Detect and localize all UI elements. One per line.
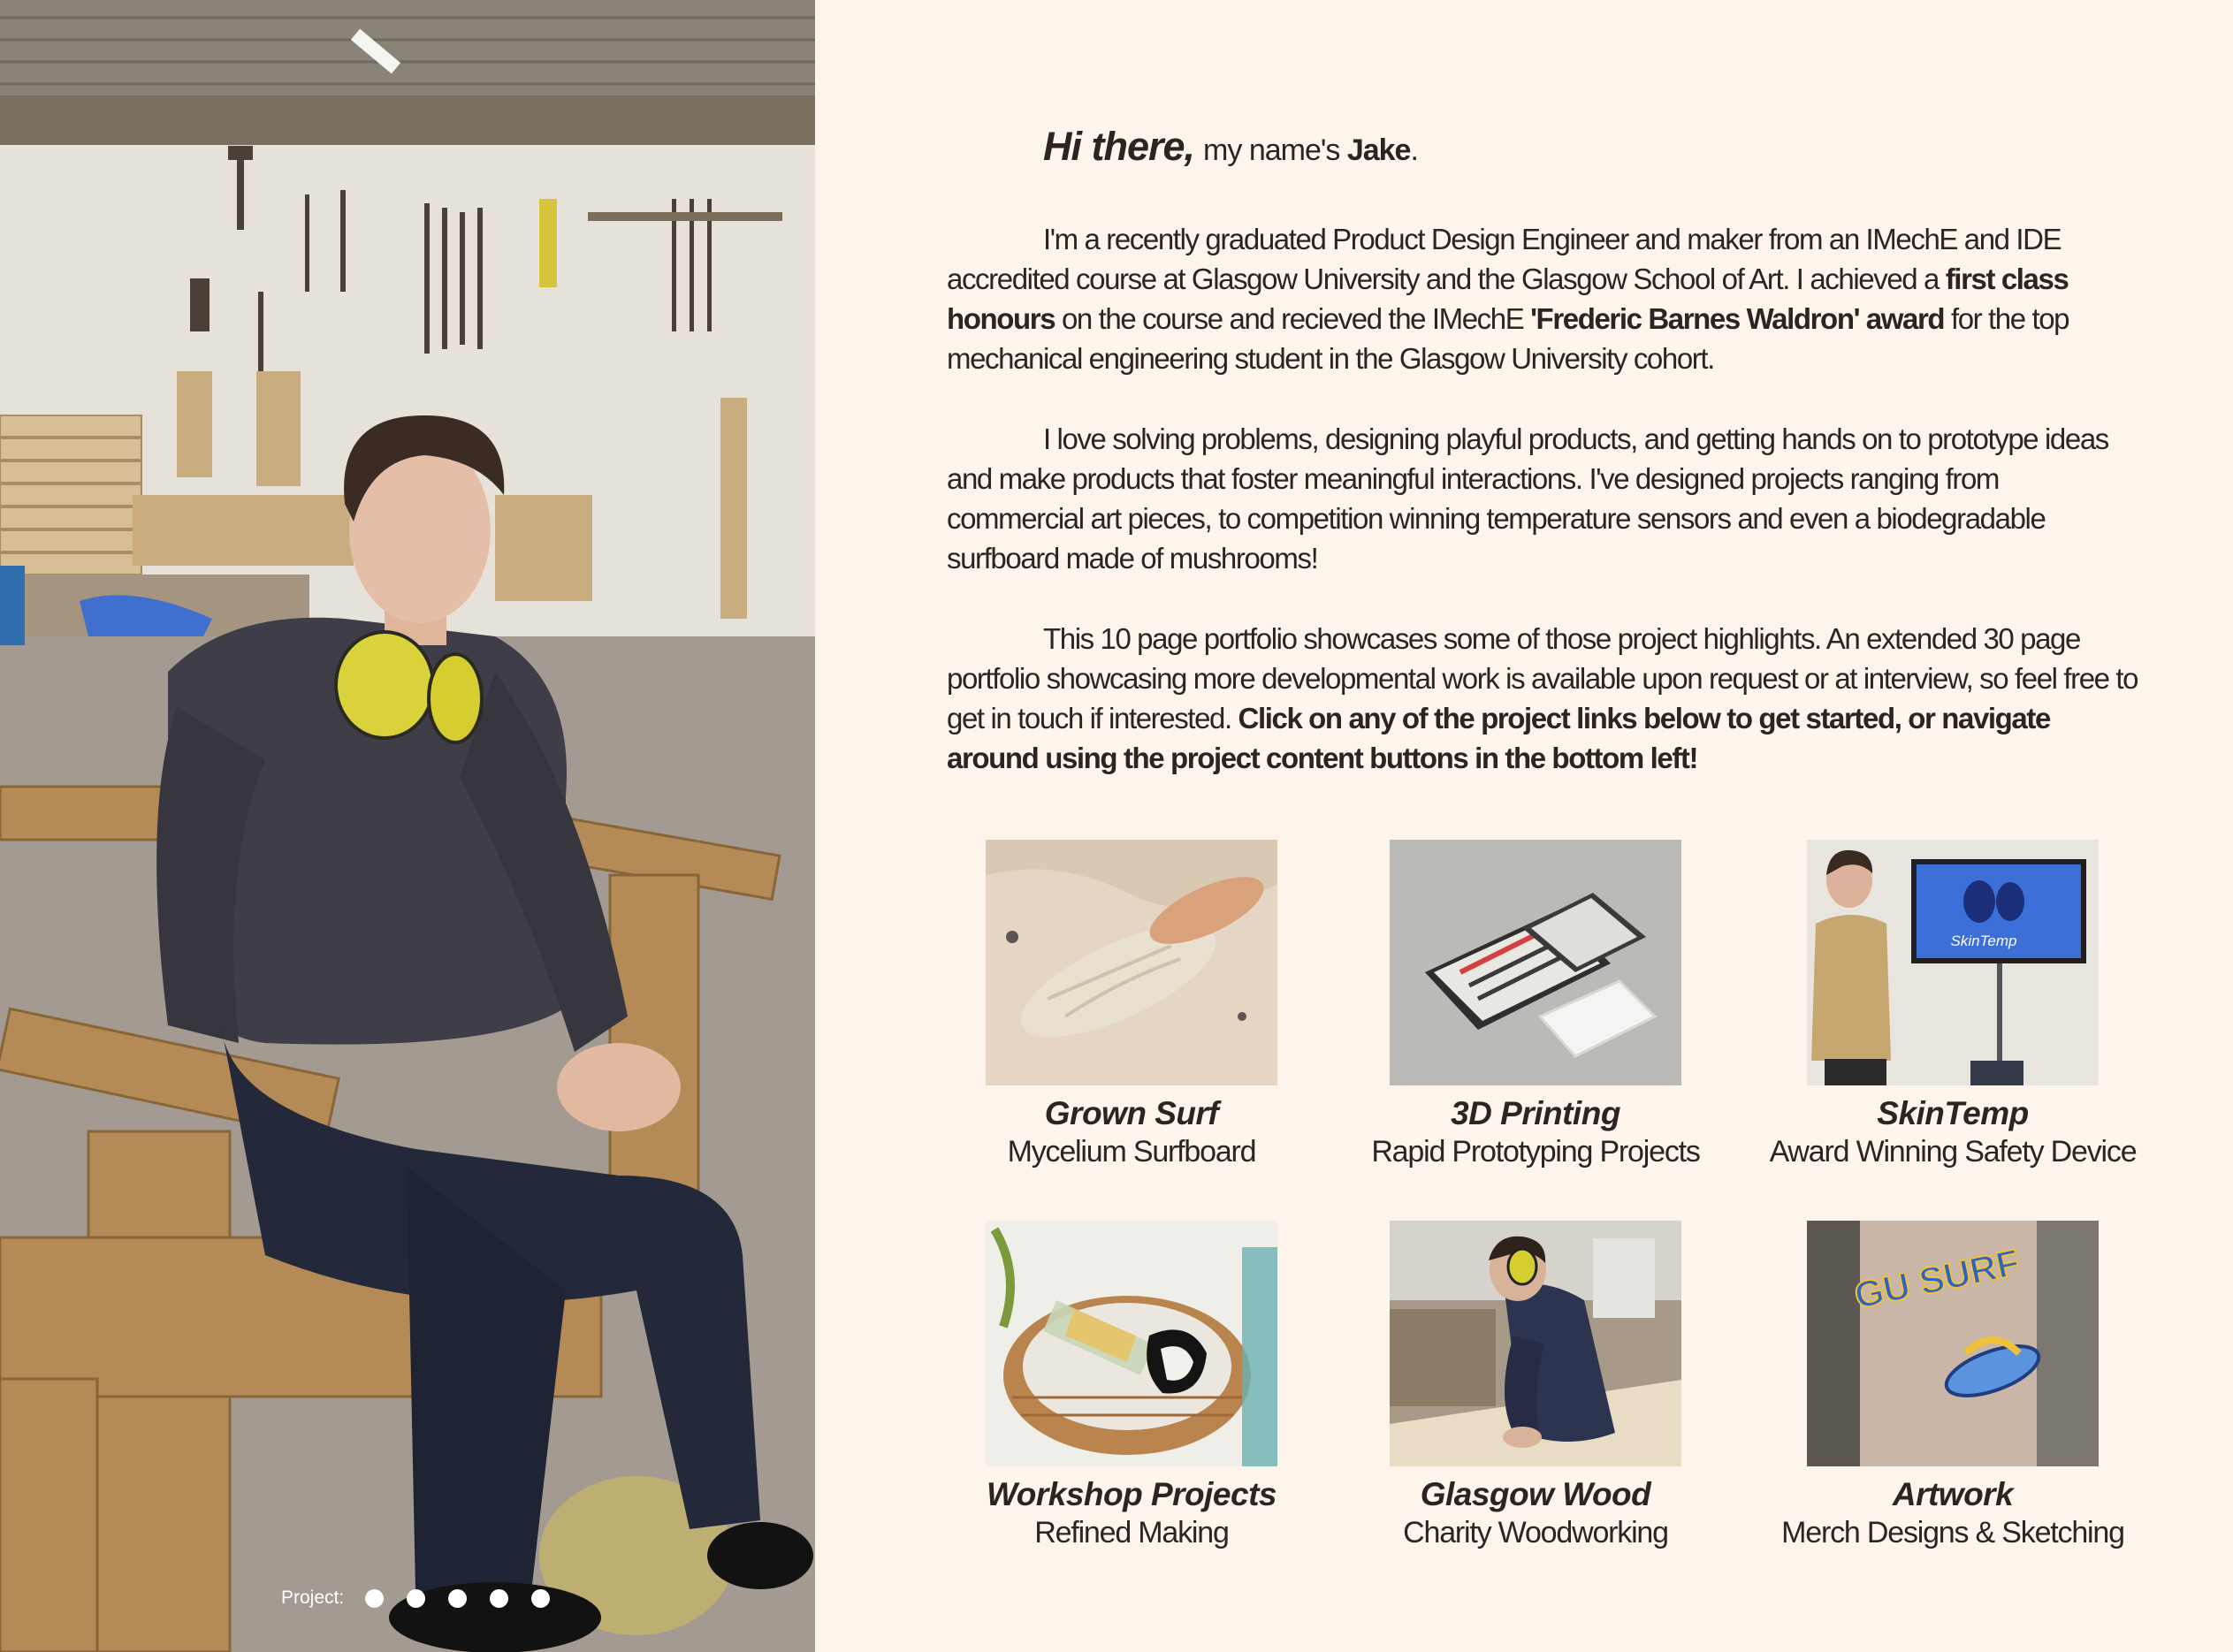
greeting: [1043, 124, 2140, 179]
para1-bold-award: 'Frederic Barnes Waldron' award: [1530, 302, 1945, 335]
project-subtitle: Charity Woodworking: [1403, 1516, 1668, 1549]
nav-dot-2[interactable]: [407, 1589, 425, 1608]
project-title: Artwork: [1892, 1476, 2014, 1512]
basket-photo: [986, 1221, 1277, 1466]
project-nav: [281, 1587, 573, 1609]
greeting-hi: Hi there,: [1043, 124, 1195, 169]
project-card-artwork[interactable]: [1749, 1221, 2156, 1551]
intro-paragraph-2: [947, 419, 2140, 578]
nav-dot-1[interactable]: [365, 1589, 384, 1608]
nav-dot-4[interactable]: [490, 1589, 508, 1608]
nav-dot-5[interactable]: [531, 1589, 550, 1608]
para2-text: I love solving problems, designing playful products, and getting hands on to prototype ideas and make products that foster meaningful interactions. I've designed projects ranging from commercial art pieces, to competition winning temperature sensors and even a biodegradable surfboard made of mushrooms!: [947, 423, 2108, 575]
intro-section: [947, 124, 2140, 778]
nav-dot-3[interactable]: [448, 1589, 467, 1608]
project-nav-label: Project:: [281, 1587, 345, 1608]
project-subtitle: Merch Designs & Sketching: [1781, 1516, 2124, 1549]
presentation-photo: [1807, 840, 2099, 1085]
project-card-grown-surf[interactable]: [928, 840, 1335, 1170]
greeting-intro: my name's: [1203, 133, 1340, 167]
intro-paragraph-1: [947, 219, 2140, 378]
project-subtitle: Mycelium Surfboard: [1007, 1135, 1256, 1169]
workshop-photo-illustration: [0, 0, 815, 1652]
project-title: 3D Printing: [1451, 1095, 1620, 1131]
para3-text: This 10 page portfolio showcases some of those project highlights. An extended 30 page portfolio showcasing more developmental work is available upon request or at interview, so feel free to get in touch if interested.: [947, 622, 2138, 735]
profile-photo: [0, 0, 815, 1652]
project-title: Workshop Projects: [986, 1476, 1277, 1512]
project-title: Glasgow Wood: [1420, 1476, 1651, 1512]
para3-bold-cta: Click on any of the project links below to get started, or navigate around using the project content buttons in the bottom left!: [947, 702, 2050, 774]
project-title: SkinTemp: [1877, 1095, 2029, 1131]
para1-text-2: on the course and recieved the IMechE: [1055, 302, 1531, 335]
sticker-photo: [1807, 1221, 2099, 1466]
para1-text-3: for the top mechanical engineering student in the Glasgow University cohort.: [947, 302, 2069, 375]
project-subtitle: Refined Making: [1034, 1516, 1229, 1549]
skintemp-screen-label: SkinTemp: [1950, 933, 2017, 949]
para1-bold-honours: first class honours: [947, 263, 2069, 335]
intro-paragraph-3: [947, 619, 2140, 778]
project-subtitle: Rapid Prototyping Projects: [1371, 1135, 1700, 1169]
greeting-name: Jake: [1346, 133, 1411, 167]
project-card-3d-printing[interactable]: [1332, 840, 1739, 1170]
project-title: Grown Surf: [1044, 1095, 1219, 1131]
greeting-period: .: [1410, 133, 1418, 167]
sticker-gu-surf-text: GU SURF: [1850, 1241, 2023, 1317]
project-subtitle: Award Winning Safety Device: [1769, 1135, 2137, 1169]
para1-text-1: I'm a recently graduated Product Design Engineer and maker from an IMechE and IDE accredited course at Glasgow University and the Glasgow School of Art. I achieved a: [947, 223, 2062, 295]
pencil-case-photo: [1390, 840, 1681, 1085]
project-card-workshop-projects[interactable]: [928, 1221, 1335, 1551]
project-card-skintemp[interactable]: [1749, 840, 2156, 1170]
woodworking-photo: [1390, 1221, 1681, 1466]
surfboard-photo: [986, 840, 1277, 1085]
project-card-glasgow-wood[interactable]: [1332, 1221, 1739, 1551]
